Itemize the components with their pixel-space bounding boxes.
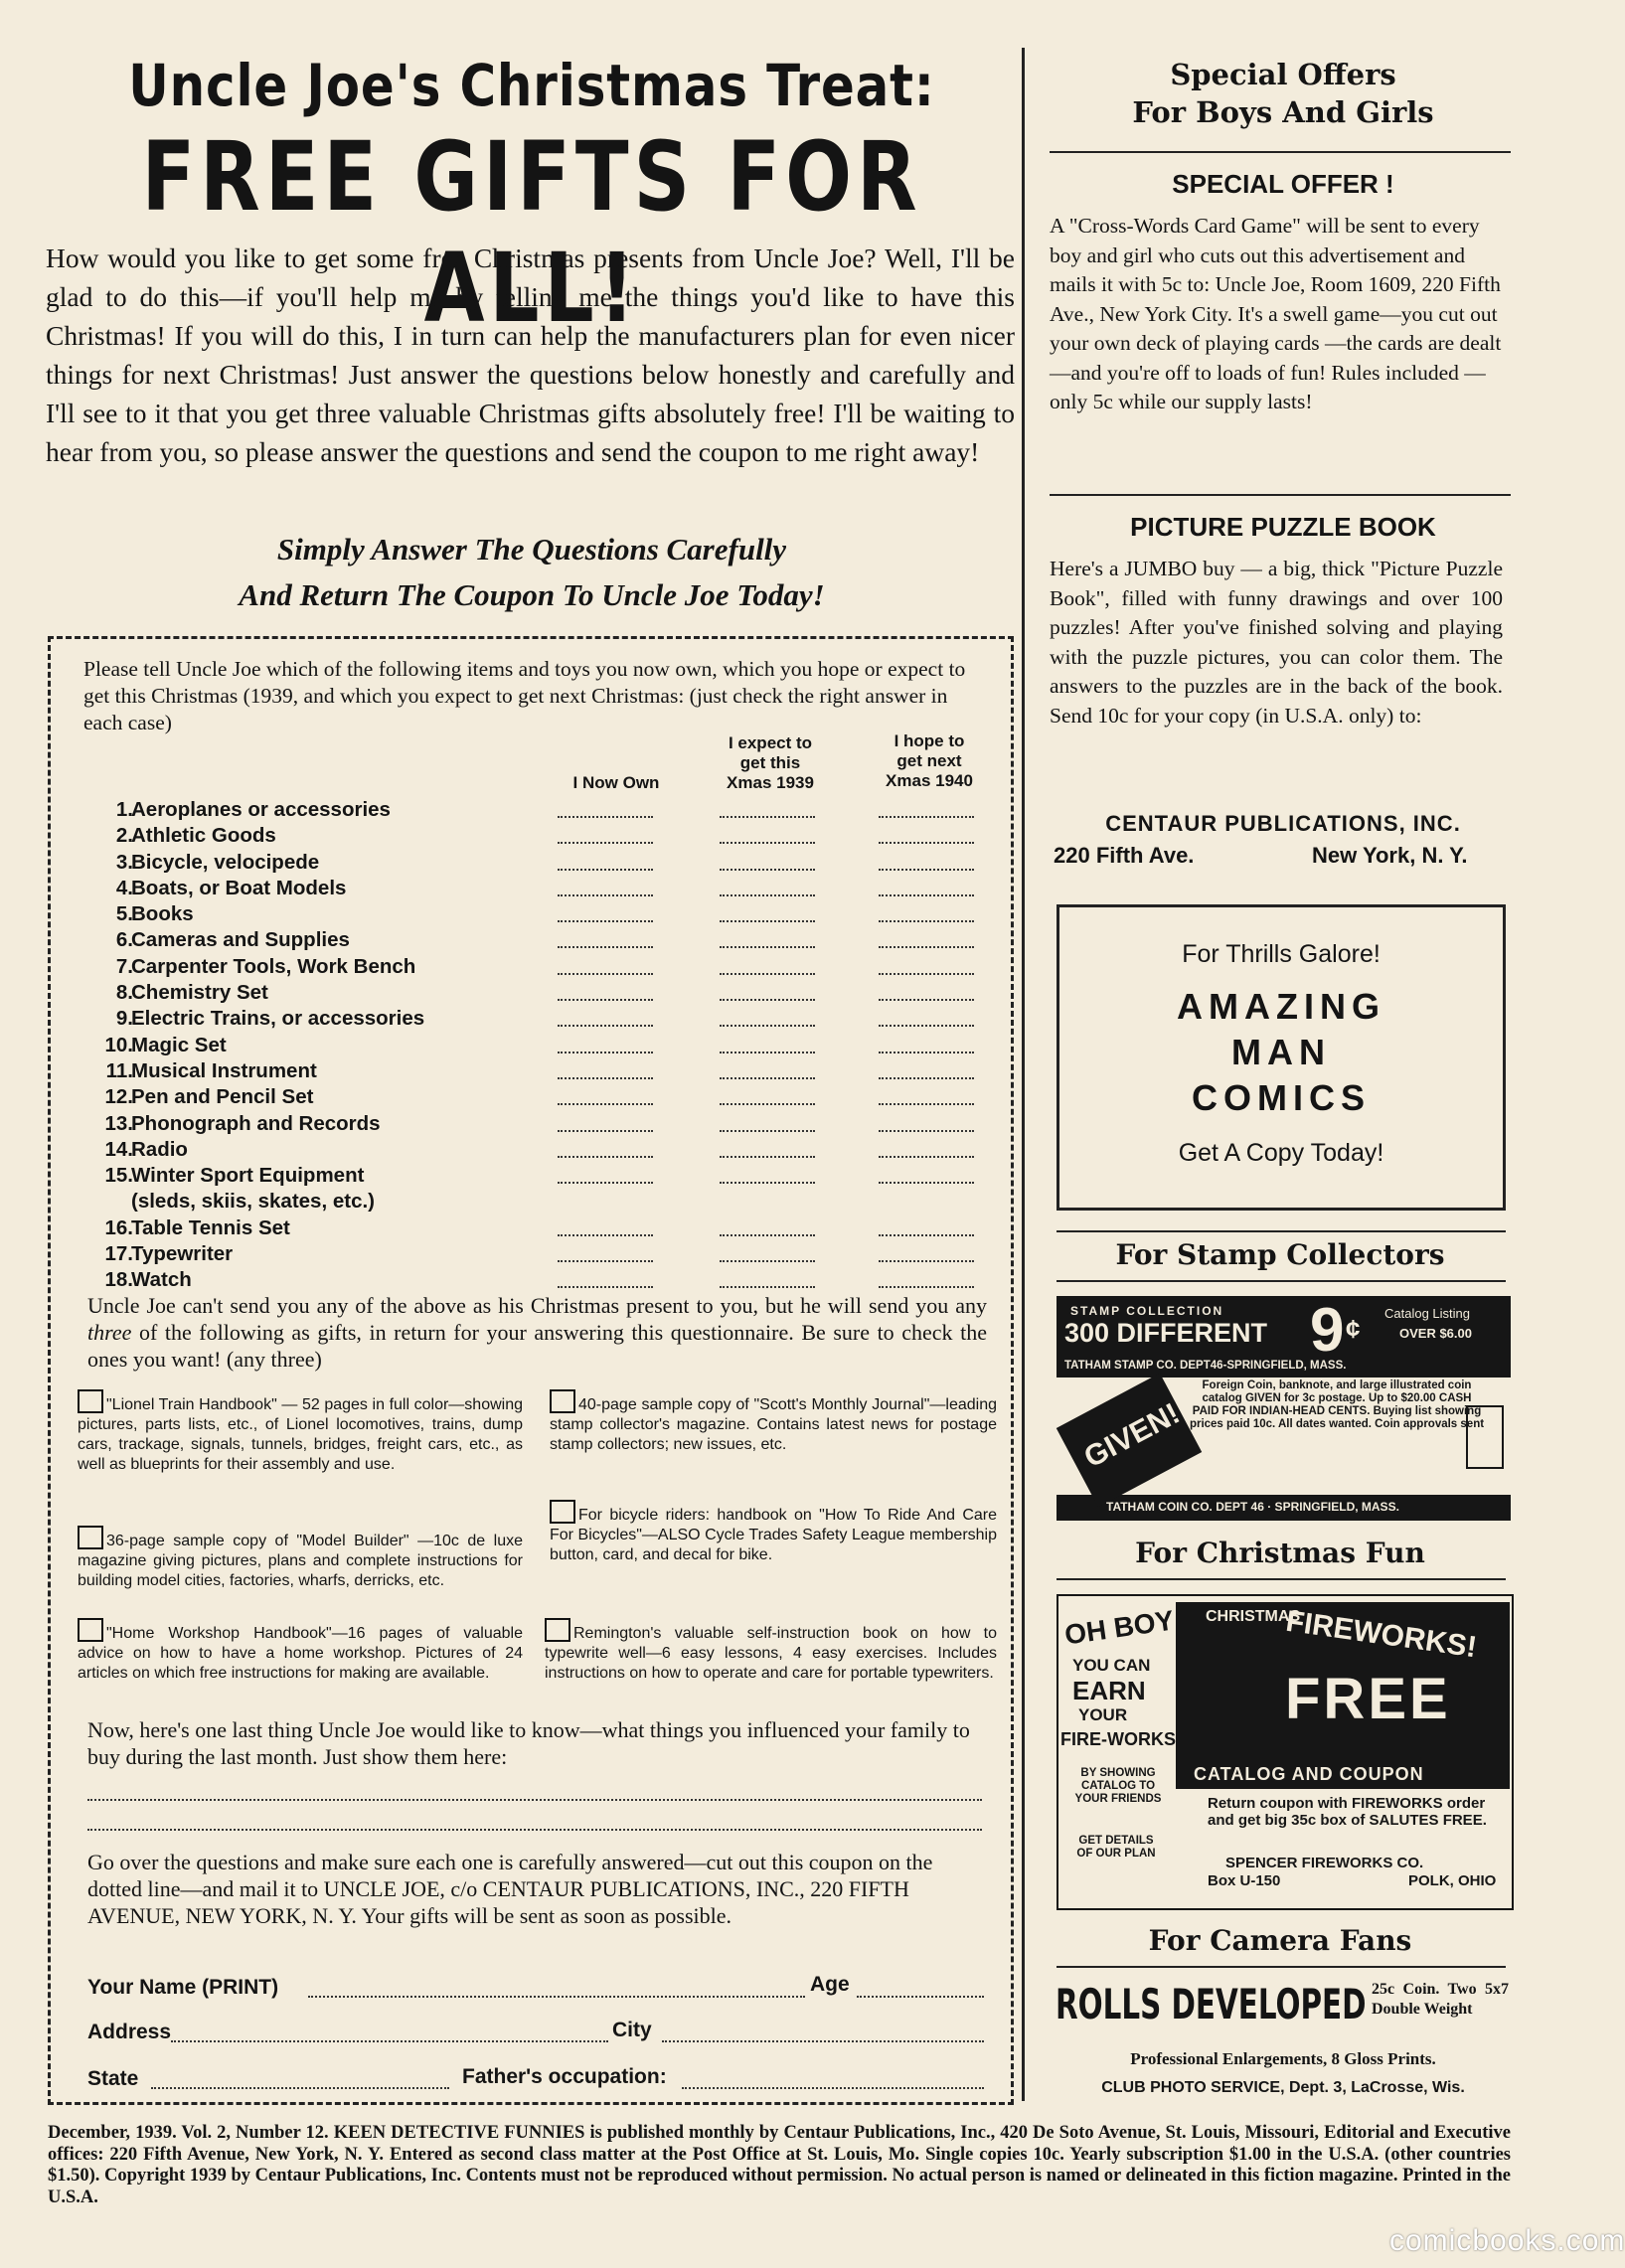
item-label: Phonograph and Records — [131, 1111, 381, 1135]
item-label: Typewriter — [131, 1242, 234, 1266]
given-banner: GIVEN! — [1056, 1374, 1202, 1508]
checkbox[interactable] — [545, 1618, 570, 1642]
gift-option-home-workshop[interactable]: "Home Workshop Handbook"—16 pages of valuable advice on how to have a home workshop. Pictures of 24 articles on which free instructions for making are available. — [78, 1618, 523, 1684]
item-number: 7. — [115, 954, 133, 978]
gift-option-model-builder[interactable]: 36-page sample copy of "Model Builder" —10c de luxe magazine giving pictures, plans and complete instructions for building model cities, factories, wharfs, derricks, etc. — [78, 1526, 523, 1591]
camera-enlargements: Professional Enlargements, 8 Gloss Prints. — [1130, 2049, 1436, 2068]
item-number: 4. — [115, 876, 133, 899]
item-label: Books — [131, 902, 194, 926]
hope-checkline[interactable] — [879, 901, 974, 922]
puzzle-book-body: Here's a JUMBO buy — a big, thick "Picture Puzzle Book", filled with funny drawings and over 100 puzzles! After you've finished solving and playing with the puzzle pictures, you can color them. The answers to the puzzles are in the back of the book. Send 10c for your copy (in U.S.A. only) to: — [1050, 557, 1503, 728]
expect-checkline[interactable] — [720, 1215, 815, 1236]
own-checkline[interactable] — [558, 927, 653, 948]
questionnaire-item — [95, 927, 990, 953]
expect-checkline[interactable] — [720, 1241, 815, 1262]
item-label: Bicycle, velocipede — [131, 850, 320, 874]
amazing-title-2: MAN — [1231, 1032, 1331, 1072]
last-question: Now, here's one last thing Uncle Joe would like to know—what things you influenced your family to buy during the last month. Just show them here: — [87, 1717, 970, 1769]
dice-icon — [1466, 1405, 1504, 1469]
expect-checkline[interactable] — [720, 1058, 815, 1079]
divider — [1056, 1230, 1506, 1232]
item-label: Magic Set — [131, 1033, 227, 1056]
age-field-label: Age — [810, 1973, 850, 1996]
item-label: Watch — [131, 1268, 192, 1292]
item-label: Electric Trains, or accessories — [131, 1007, 425, 1031]
divider — [1056, 1280, 1506, 1282]
item-number: 6. — [115, 928, 133, 952]
hope-checkline[interactable] — [879, 1267, 974, 1288]
questionnaire-item — [95, 1241, 990, 1267]
item-label: Table Tennis Set — [131, 1215, 290, 1239]
publication-footer: December, 1939. Vol. 2, Number 12. KEEN DETECTIVE FUNNIES is published monthly by Centaur Publications, Inc., 420 De Soto Avenue, St. Louis, Missouri, Editorial and Executive offices: 220 Fifth Avenue, New York, N. Y. Entered as second class matter at the Post Office at St. Louis, Mo. Single copies 10c. Yearly subscription $1.00 in the U.S.A. (other countries $1.50). Copyright 1939 by Centaur Publications, Inc. Contents must not be reproduced without permission. No actual person is named or delineated in this fiction magazine. Printed in the U.S.A. — [48, 2123, 1512, 2207]
hope-checkline[interactable] — [879, 927, 974, 948]
expect-checkline[interactable] — [720, 876, 815, 896]
call-to-action-line-2: And Return The Coupon To Uncle Joe Today! — [239, 577, 825, 612]
amazing-title-3: COMICS — [1192, 1077, 1371, 1118]
questionnaire-item — [95, 1006, 990, 1032]
item-number: 14. — [104, 1137, 133, 1161]
hope-checkline[interactable] — [879, 797, 974, 818]
gift-option-bicycle[interactable]: For bicycle riders: handbook on "How To Ride And Care For Bicycles"—ALSO Cycle Trades Safety League membership button, card, and decal for bike. — [550, 1500, 997, 1565]
item-label: Aeroplanes or accessories — [131, 798, 391, 821]
questionnaire-item — [95, 1267, 990, 1293]
hope-checkline[interactable] — [879, 1006, 974, 1027]
city-field[interactable] — [662, 2038, 984, 2042]
questionnaire-item — [95, 797, 990, 823]
hope-checkline[interactable] — [879, 1241, 974, 1262]
questionnaire-item — [95, 954, 990, 980]
divider — [1056, 1966, 1506, 1968]
own-checkline[interactable] — [558, 901, 653, 922]
own-checkline[interactable] — [558, 954, 653, 975]
call-to-action-line-1: Simply Answer The Questions Carefully — [276, 532, 787, 567]
answer-line-1[interactable] — [87, 1797, 982, 1801]
camera-club: CLUB PHOTO SERVICE, Dept. 3, LaCrosse, Wis. — [1101, 2079, 1465, 2096]
hope-checkline[interactable] — [879, 1111, 974, 1132]
hope-checkline[interactable] — [879, 980, 974, 1001]
special-offer-body: A "Cross-Words Card Game" will be sent to every boy and girl who cuts out this advertisement and mails it with 5c to: Uncle Joe, Room 1609, 220 Fifth Ave., New York City. It's a swell game—you cut out your own deck of playing cards —the cards are dealt—and you're off to loads of fun! Rules included — only 5c while our supply lasts! — [1050, 214, 1502, 413]
catalog-band: CATALOG AND COUPON — [1176, 1759, 1510, 1789]
stamp-heading: For Stamp Collectors — [1115, 1238, 1445, 1271]
right-column-title: Special Offers For Boys And Girls — [1132, 58, 1434, 129]
father-occupation-label: Father's occupation: — [462, 2065, 667, 2088]
column-divider — [1022, 48, 1025, 2101]
questionnaire-item — [95, 1215, 990, 1241]
gift-option-remington[interactable]: Remington's valuable self-instruction book on how to typewrite well—6 easy lessons, 4 easy exercises. Includes instructions on how to operate and care for portable typewriters. — [545, 1618, 997, 1684]
own-checkline[interactable] — [558, 1111, 653, 1132]
publisher-name: CENTAUR PUBLICATIONS, INC. — [1105, 811, 1461, 836]
special-offer-heading: SPECIAL OFFER ! — [1172, 169, 1394, 199]
divider — [1056, 1578, 1506, 1580]
item-label: (sleds, skiis, skates, etc.) — [131, 1190, 375, 1214]
hope-checkline[interactable] — [879, 823, 974, 844]
publisher-address: 220 Fifth Ave. — [1054, 843, 1195, 868]
item-label: Chemistry Set — [131, 981, 268, 1005]
expect-checkline[interactable] — [720, 823, 815, 844]
amazing-title-1: AMAZING — [1177, 986, 1385, 1027]
gifts-intro: Uncle Joe can't send you any of the above as his Christmas present to you, but he will send you any three of the following as gifts, in return for your answering this questionnaire. Be sure to check the ones you want! (any three) — [87, 1293, 987, 1372]
checkbox[interactable] — [550, 1500, 575, 1524]
expect-checkline[interactable] — [720, 1006, 815, 1027]
questionnaire-item — [95, 1163, 990, 1189]
expect-checkline[interactable] — [720, 1033, 815, 1053]
own-checkline[interactable] — [558, 876, 653, 896]
expect-checkline[interactable] — [720, 1267, 815, 1288]
address-field-label: Address — [87, 2021, 172, 2043]
divider — [1050, 494, 1511, 496]
fireworks-heading: For Christmas Fun — [1135, 1537, 1425, 1569]
own-checkline[interactable] — [558, 850, 653, 871]
questionnaire-items — [95, 797, 990, 1294]
hope-checkline[interactable] — [879, 1137, 974, 1158]
item-number: 11. — [105, 1058, 133, 1082]
age-field[interactable] — [857, 1994, 984, 1998]
questionnaire-intro: Please tell Uncle Joe which of the following items and toys you now own, which you hope or expect to get this Christmas (1939, and which you expect to get next Christmas: (just check the right answer in each case) — [83, 657, 966, 734]
expect-checkline[interactable] — [720, 954, 815, 975]
gift-option-scotts[interactable]: 40-page sample copy of "Scott's Monthly Journal"—leading stamp collector's magazine. Contains latest news for postage stamp collectors; new issues, etc. — [550, 1389, 997, 1455]
item-number: 13. — [104, 1111, 133, 1135]
expect-checkline[interactable] — [720, 980, 815, 1001]
questionnaire-item — [95, 876, 990, 901]
column-header-expect: I expect to get this Xmas 1939 — [727, 733, 814, 792]
item-number: 10. — [104, 1033, 133, 1056]
item-number: 3. — [115, 850, 133, 874]
expect-checkline[interactable] — [720, 927, 815, 948]
hope-checkline[interactable] — [879, 1058, 974, 1079]
item-number: 5. — [115, 902, 133, 926]
intro-paragraph: How would you like to get some free Christmas presents from Uncle Joe? Well, I'll be glad to do this—if you'll help me by telling me the things you'd like to have this Christmas! If you will do this, I in turn can help the manufacturers plan for even nicer things for next Christmas! Just answer the questions below honestly and carefully and I'll see to it that you get three valuable Christmas gifts absolutely free! I'll be waiting to hear from you, so please answer the questions and send the coupon to me right away! — [46, 243, 1015, 467]
own-checkline[interactable] — [558, 1163, 653, 1184]
own-checkline[interactable] — [558, 1215, 653, 1236]
hope-checkline[interactable] — [879, 1084, 974, 1105]
fireworks-ad[interactable]: OH BOY YOU CAN EARN YOUR FIRE-WORKS BY SHOWING CATALOG TO YOUR FRIENDS GET DETAILS OF OUR PLAN CHRISTMAS FIREWORKS! FREE CATALOG AND COUPON Return coupon with FIREWORKS order and get big 35c box of SALUTES FREE. SPENCER FIREWORKS CO. Box U-150 POLK, OHIO — [1056, 1594, 1514, 1910]
column-header-hope: I hope to get next Xmas 1940 — [886, 731, 973, 790]
item-number: 18. — [104, 1268, 133, 1292]
hope-checkline[interactable] — [879, 954, 974, 975]
puzzle-book-heading: PICTURE PUZZLE BOOK — [1130, 512, 1436, 542]
questionnaire-item — [95, 1084, 990, 1110]
questionnaire-item — [95, 1189, 990, 1215]
hope-checkline[interactable] — [879, 1215, 974, 1236]
amazing-tagline: For Thrills Galore! — [1182, 940, 1381, 968]
column-header-own: I Now Own — [572, 773, 660, 792]
father-occupation-field[interactable] — [682, 2085, 984, 2089]
item-number: 12. — [104, 1085, 133, 1109]
camera-price: 25c Coin. Two 5x7 Double Weight — [1372, 1981, 1509, 2018]
own-checkline[interactable] — [558, 797, 653, 818]
questionnaire-item — [95, 980, 990, 1006]
rolls-developed: ROLLS DEVELOPED — [1056, 1980, 1367, 2028]
name-field-label: Your Name (PRINT) — [87, 1976, 279, 1999]
own-checkline[interactable] — [558, 1241, 653, 1262]
call-to-action — [40, 527, 1024, 618]
hope-checkline[interactable] — [879, 1163, 974, 1184]
item-label: Radio — [131, 1137, 188, 1161]
own-checkline[interactable] — [558, 1084, 653, 1105]
item-number: 15. — [104, 1164, 133, 1188]
state-field-label: State — [87, 2067, 139, 2090]
headline-free-gifts: FREE GIFTS FOR ALL! — [141, 121, 922, 344]
item-label: Carpenter Tools, Work Bench — [131, 954, 416, 978]
item-label: Musical Instrument — [131, 1058, 317, 1082]
own-checkline[interactable] — [558, 1137, 653, 1158]
own-checkline[interactable] — [558, 1267, 653, 1288]
hope-checkline[interactable] — [879, 1033, 974, 1053]
expect-checkline[interactable] — [720, 1137, 815, 1158]
expect-checkline[interactable] — [720, 1163, 815, 1184]
expect-checkline[interactable] — [720, 1084, 815, 1105]
address-field[interactable] — [171, 2038, 608, 2042]
city-field-label: City — [612, 2019, 652, 2041]
item-label: Pen and Pencil Set — [131, 1085, 314, 1109]
item-label: Cameras and Supplies — [131, 928, 350, 952]
instructions-paragraph: Go over the questions and make sure each one is carefully answered—cut out this coupon on the dotted line—and mail it to UNCLE JOE, c/o CENTAUR PUBLICATIONS, INC., 220 FIFTH AVENUE, NEW YORK, N. Y. Your gifts will be sent as soon as possible. — [87, 1850, 933, 1928]
stamp-ad[interactable]: STAMP COLLECTION 300 DIFFERENT 9 ¢ Catalog Listing OVER $6.00 TATHAM STAMP CO. DEPT46-SPRINGFIELD, MASS. GIVEN! Foreign Coin, banknote, and large illustrated coin catalog GIVEN for 3c postage. Up to $20.00 CASH PAID FOR INDIAN-HEAD CENTS. Buying list showing prices paid 10c. All dates wanted. Coin approvals sent TATHAM COIN CO. DEPT 46 · SPRINGFIELD, MASS. — [1056, 1296, 1511, 1521]
answer-line-2[interactable] — [87, 1827, 982, 1831]
expect-checkline[interactable] — [720, 797, 815, 818]
checkbox[interactable] — [78, 1618, 103, 1642]
item-number: 1. — [115, 798, 133, 821]
divider — [1050, 151, 1511, 153]
checkbox[interactable] — [78, 1389, 103, 1413]
publisher-city: New York, N. Y. — [1312, 843, 1468, 868]
item-number: 8. — [115, 981, 133, 1005]
expect-checkline[interactable] — [720, 850, 815, 871]
headline-title: Uncle Joe's Christmas Treat: — [128, 52, 935, 119]
name-field[interactable] — [308, 1994, 805, 1998]
fireworks-illustration: CHRISTMAS FIREWORKS! FREE — [1176, 1602, 1510, 1759]
item-label: Winter Sport Equipment — [131, 1164, 365, 1188]
hope-checkline[interactable] — [879, 876, 974, 896]
expect-checkline[interactable] — [720, 1111, 815, 1132]
checkbox[interactable] — [550, 1389, 575, 1413]
item-number: 2. — [115, 824, 133, 848]
own-checkline[interactable] — [558, 1006, 653, 1027]
questionnaire-item — [95, 823, 990, 849]
checkbox[interactable] — [78, 1526, 103, 1549]
own-checkline[interactable] — [558, 1058, 653, 1079]
amazing-cta: Get A Copy Today! — [1178, 1139, 1384, 1167]
questionnaire-item — [95, 901, 990, 927]
own-checkline[interactable] — [558, 823, 653, 844]
hope-checkline[interactable] — [879, 850, 974, 871]
questionnaire-item — [95, 1058, 990, 1084]
expect-checkline[interactable] — [720, 901, 815, 922]
questionnaire-item — [95, 1137, 990, 1163]
questionnaire-item — [95, 850, 990, 876]
item-number: 16. — [104, 1215, 133, 1239]
item-number: 17. — [104, 1242, 133, 1266]
camera-heading: For Camera Fans — [1148, 1924, 1412, 1957]
item-label: Athletic Goods — [131, 824, 276, 848]
watermark: comicbooks.com — [1389, 2224, 1625, 2257]
item-number: 9. — [115, 1007, 133, 1031]
gift-option-lionel[interactable]: "Lionel Train Handbook" — 52 pages in full color—showing pictures, parts lists, etc., of Lionel locomotives, trains, dump cars, trackage, signals, tunnels, bridges, freight cars, etc., as well as blueprints for their assembly and use. — [78, 1389, 523, 1475]
questionnaire-item — [95, 1033, 990, 1058]
own-checkline[interactable] — [558, 980, 653, 1001]
questionnaire-item — [95, 1111, 990, 1137]
state-field[interactable] — [151, 2085, 449, 2089]
item-label: Boats, or Boat Models — [131, 876, 347, 899]
own-checkline[interactable] — [558, 1033, 653, 1053]
